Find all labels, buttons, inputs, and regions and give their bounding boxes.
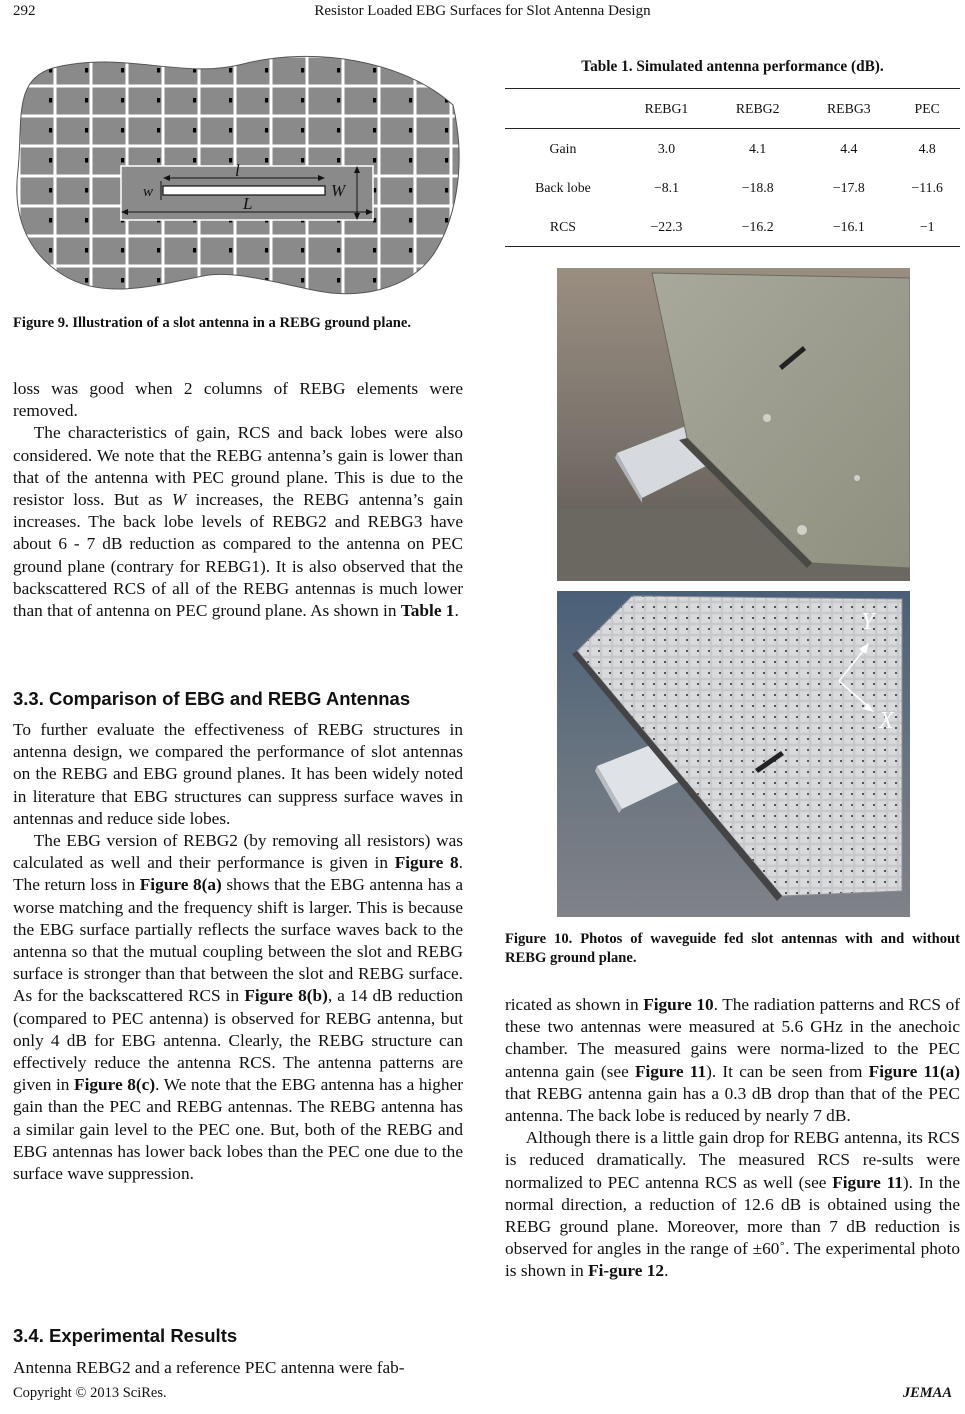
table-cell: 4.4 [840, 140, 858, 156]
left-column-bottom [13, 1357, 463, 1379]
journal-name: JEMAA [902, 1385, 952, 1401]
table-row [505, 168, 960, 207]
paragraph: Although there is a little gain drop for REBG antenna, its RCS is reduced dramatically. The measured RCS re-sults were normalized to PEC antenna RCS as well (see Figure 11). In the normal direction, a reduction of 12.6 dB is obtained using the REBG ground plane. Moreover, more than 7 dB reduction is observed for angles in the range of ±60˚. The experimental photo is shown in Fi-gure 12. [505, 1128, 960, 1281]
paragraph: To further evaluate the effectiveness of REBG structures in antenna design, we compared the performance of slot antennas on the REBG and EBG ground planes. It has been widely noted in literature that EBG structures can suppress surface waves in antennas and reduce side lobes. [13, 720, 463, 828]
table-row [505, 129, 960, 169]
paragraph: Antenna REBG2 and a reference PEC antenna were fab- [13, 1358, 405, 1377]
left-column-mid [13, 719, 463, 1185]
table-cell: 3.0 [657, 140, 676, 156]
axis-y-label: Y [861, 609, 875, 635]
paragraph: loss was good when 2 columns of REBG elements were removed. [13, 379, 463, 421]
copyright: Copyright © 2013 SciRes. [13, 1385, 167, 1401]
table-cell: −11.6 [911, 179, 943, 195]
label-l: l [235, 161, 240, 180]
photo-rebg-antenna [557, 591, 910, 917]
table-1-caption: Table 1. Simulated antenna performance (dB). [581, 58, 884, 75]
photo-pec-antenna [557, 268, 910, 581]
right-column-text [505, 994, 960, 1283]
label-W: W [331, 181, 346, 200]
table-cell: −22.3 [650, 218, 683, 234]
left-column-top [13, 378, 463, 622]
label-w: w [143, 184, 154, 200]
paragraph: The EBG version of REBG2 (by removing all resistors) was calculated as well and their performance is given in Figure 8. The return loss in Figure 8(a) shows that the EBG antenna has a worse matching and the frequency shift is larger. This is because the EBG surface partially reflects the surface waves back to the antenna so that the mutual coupling between the slot and REBG surface is stronger than that between the slot and REBG surface. As for the backscattered RCS in Figure 8(b), a 14 dB reduction (compared to PEC antenna) is observed for REBG antenna, but only 4 dB for EBG antenna. Clearly, the REBG structure can effectively reduce the antenna RCS. The antenna patterns are given in Figure 8(c). We note that the EBG antenna has a higher gain than the PEC and REBG antennas. The REBG antenna has a similar gain level to the PEC one. But, both of the REBG and EBG antennas has lower back lobes than the PEC one due to the surface wave suppression. [13, 831, 463, 1184]
table-row [505, 207, 960, 247]
table-header-cell: REBG3 [826, 100, 871, 116]
paragraph: The characteristics of gain, RCS and back lobes were also considered. We note that the REBG antenna’s gain is lower than that of the antenna with PEC ground plane. This is due to the resistor loss. But as W increases, the REBG antenna’s gain increases. The back lobe levels of REBG2 and REBG3 have about 6 - 7 dB reduction as compared to the antenna on PEC ground plane (contrary for REBG1). It is also observed that the backscattered RCS of all of the REBG antennas is much lower than that of antenna on PEC ground plane. As shown in Table 1. [13, 423, 463, 621]
table-header-cell: REBG2 [735, 100, 780, 116]
page-header [0, 0, 965, 30]
table-cell: RCS [549, 218, 576, 234]
figure-9-caption: Figure 9. Illustration of a slot antenna in a REBG ground plane. [13, 315, 412, 331]
axis-x-label: X [879, 708, 894, 734]
table-cell: −16.1 [832, 218, 865, 234]
table-cell: −8.1 [653, 179, 679, 195]
table-1 [505, 88, 960, 247]
table-cell: Back lobe [535, 179, 591, 195]
label-L: L [243, 194, 253, 213]
figure-9-illustration [13, 50, 463, 300]
table-cell: Gain [549, 140, 577, 156]
table-cell: 4.8 [918, 140, 936, 156]
section-heading-3-3: 3.3. Comparison of EBG and REBG Antennas [13, 688, 411, 709]
running-title: Resistor Loaded EBG Surfaces for Slot Antenna Design [314, 3, 651, 19]
page-number: 292 [13, 3, 36, 19]
table-header-row [505, 89, 960, 129]
table-cell: −17.8 [832, 179, 865, 195]
table-header-cell: REBG1 [644, 100, 689, 116]
figure-10-caption: Figure 10. Photos of waveguide fed slot antennas with and without REBG ground plane. [505, 931, 960, 966]
paragraph: ricated as shown in Figure 10. The radiation patterns and RCS of these two antennas were measured at 5.6 GHz in the anechoic chamber. The measured gains were norma-lized to the PEC antenna gain (see Figure 11). It can be seen from Figure 11(a) that REBG antenna gain has a 0.3 dB drop than that of the PEC antenna. The back lobe is reduced by nearly 7 dB. [505, 995, 960, 1126]
table-cell: −16.2 [741, 218, 774, 234]
table-header-cell [505, 89, 621, 129]
table-header-cell: PEC [914, 100, 940, 116]
table-cell: −18.8 [741, 179, 774, 195]
table-cell: −1 [919, 218, 935, 234]
section-heading-3-4: 3.4. Experimental Results [13, 1325, 238, 1346]
table-cell: 4.1 [749, 140, 767, 156]
